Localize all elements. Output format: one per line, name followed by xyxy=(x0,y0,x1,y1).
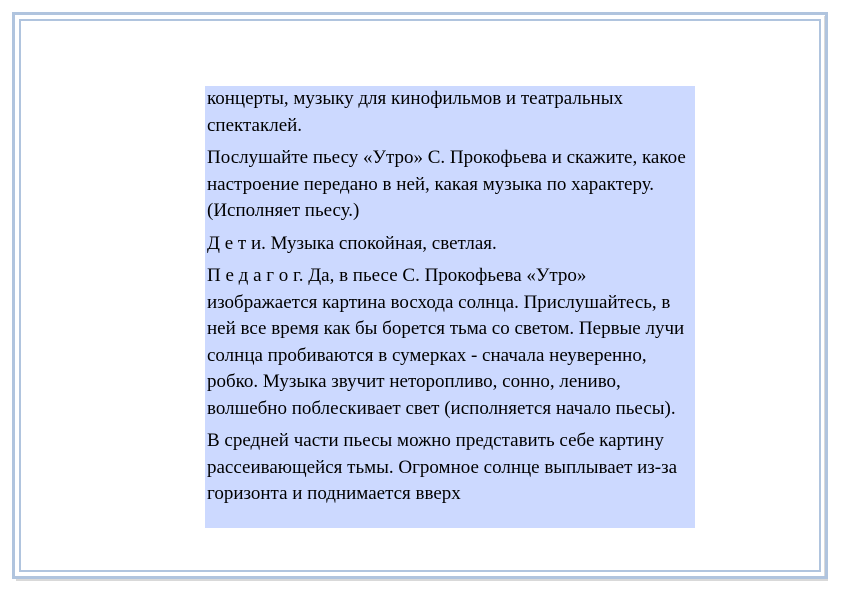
paragraph-1: концерты, музыку для кинофильмов и театральных спектаклей. xyxy=(207,88,623,136)
text-box xyxy=(205,86,695,528)
paragraph-5: В средней части пьесы можно представить себе картину рассеивающейся тьмы. Огромное солнце выплывает из-за горизонта и поднимается вверх xyxy=(207,430,678,504)
paragraph-4: П е д а г о г. Да, в пьесе С. Прокофьева «Утро» изображается картина восхода солнца. Прислушайтесь, в ней все время как бы борется тьма со светом. Первые лучи солнца пробиваются в сумерках - сначала неуверенно, робко. Музыка звучит неторопливо, сонно, лениво, волшебно поблескивает свет (исполняется начало пьесы). xyxy=(207,265,685,419)
paragraph-3: Д е т и. Музыка спокойная, светлая. xyxy=(207,232,497,254)
paragraph-2: Послушайте пьесу «Утро» С. Прокофьева и скажите, какое настроение передано в ней, какая музыка по характеру. (Исполняет пьесу.) xyxy=(207,147,686,221)
